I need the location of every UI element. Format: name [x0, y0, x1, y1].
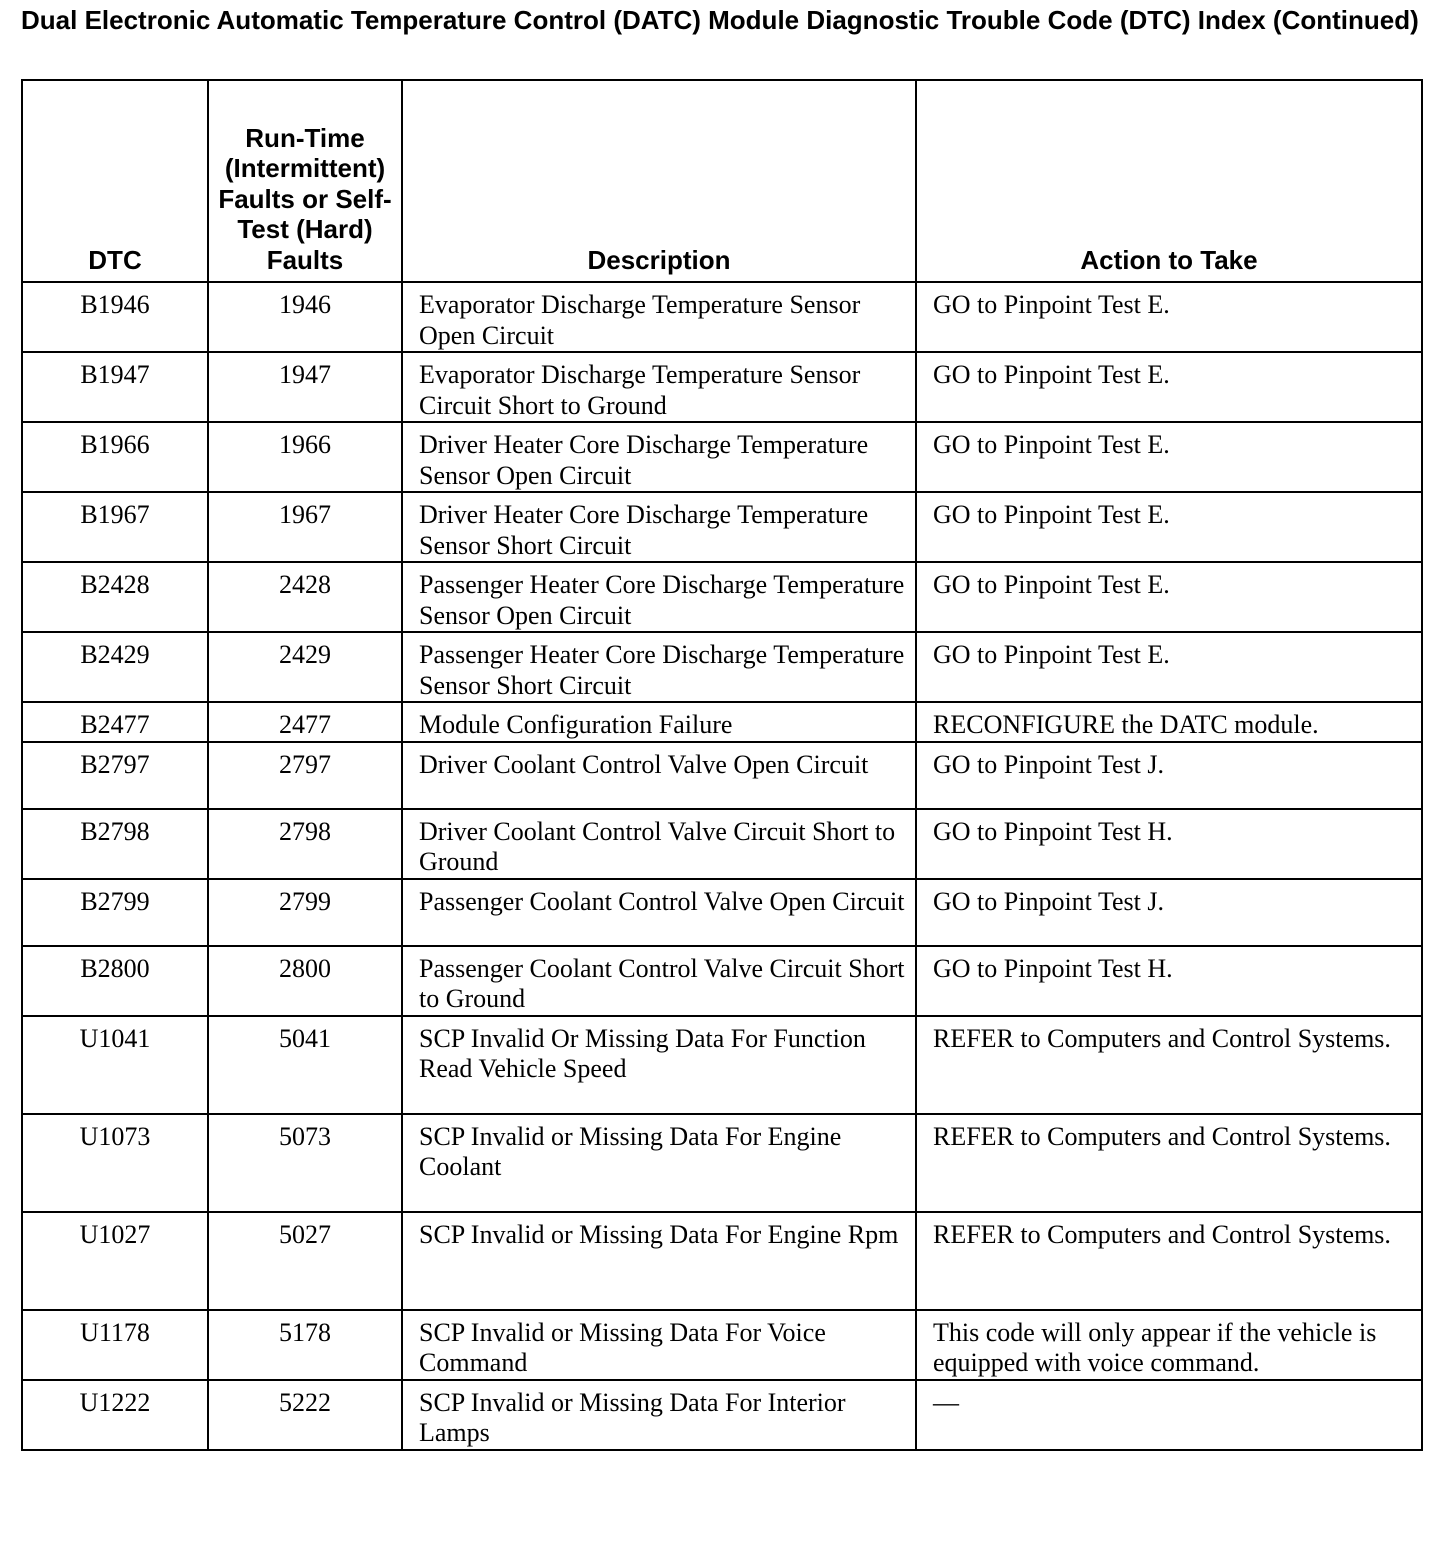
- table-row: [22, 946, 1422, 1016]
- action-cell: GO to Pinpoint Test H.: [916, 809, 1422, 879]
- description-cell: Driver Heater Core Discharge Temperature Sensor Open Circuit: [402, 422, 916, 492]
- action-cell: GO to Pinpoint Test E.: [916, 422, 1422, 492]
- action-cell: REFER to Computers and Control Systems.: [916, 1212, 1422, 1310]
- header-faults-label: Run-Time (Intermittent) Faults or Self-Test (Hard) Faults: [218, 122, 392, 275]
- action-cell: GO to Pinpoint Test E.: [916, 492, 1422, 562]
- dtc-cell: B2477: [22, 702, 208, 742]
- table-row: [22, 742, 1422, 809]
- table-row: [22, 1380, 1422, 1450]
- faults-cell: 2799: [208, 879, 402, 946]
- table-row: [22, 1310, 1422, 1380]
- header-description: Description: [402, 80, 916, 282]
- faults-cell: 2429: [208, 632, 402, 702]
- dtc-cell: B2428: [22, 562, 208, 632]
- faults-cell: 5178: [208, 1310, 402, 1380]
- description-cell: Evaporator Discharge Temperature Sensor Circuit Short to Ground: [402, 352, 916, 422]
- faults-cell: 2798: [208, 809, 402, 879]
- faults-cell: 1947: [208, 352, 402, 422]
- table-row: [22, 809, 1422, 879]
- action-cell: GO to Pinpoint Test E.: [916, 352, 1422, 422]
- table-row: [22, 352, 1422, 422]
- dtc-cell: U1222: [22, 1380, 208, 1450]
- description-cell: Passenger Heater Core Discharge Temperature Sensor Short Circuit: [402, 632, 916, 702]
- dtc-cell: B2797: [22, 742, 208, 809]
- description-cell: Driver Coolant Control Valve Circuit Short to Ground: [402, 809, 916, 879]
- table-row: [22, 562, 1422, 632]
- dtc-cell: B2800: [22, 946, 208, 1016]
- dtc-cell: B1967: [22, 492, 208, 562]
- dtc-cell: B2799: [22, 879, 208, 946]
- action-cell: This code will only appear if the vehicle is equipped with voice command.: [916, 1310, 1422, 1380]
- description-cell: Driver Heater Core Discharge Temperature Sensor Short Circuit: [402, 492, 916, 562]
- faults-cell: 1967: [208, 492, 402, 562]
- action-cell: GO to Pinpoint Test E.: [916, 632, 1422, 702]
- dtc-cell: B1947: [22, 352, 208, 422]
- faults-cell: 1946: [208, 282, 402, 352]
- header-action: Action to Take: [916, 80, 1422, 282]
- action-cell: REFER to Computers and Control Systems.: [916, 1114, 1422, 1212]
- header-faults: [208, 80, 402, 282]
- page-title: Dual Electronic Automatic Temperature Control (DATC) Module Diagnostic Trouble Code (DTC) Index (Continued): [21, 5, 1419, 35]
- description-cell: Passenger Heater Core Discharge Temperature Sensor Open Circuit: [402, 562, 916, 632]
- table-row: [22, 702, 1422, 742]
- dtc-cell: U1041: [22, 1016, 208, 1114]
- table-header-row: [22, 80, 1422, 282]
- description-cell: Module Configuration Failure: [402, 702, 916, 742]
- faults-cell: 5027: [208, 1212, 402, 1310]
- dtc-index-table: [21, 79, 1423, 1451]
- action-cell: GO to Pinpoint Test E.: [916, 562, 1422, 632]
- description-cell: Passenger Coolant Control Valve Circuit Short to Ground: [402, 946, 916, 1016]
- faults-cell: 5222: [208, 1380, 402, 1450]
- action-cell: GO to Pinpoint Test J.: [916, 742, 1422, 809]
- faults-cell: 2800: [208, 946, 402, 1016]
- description-cell: SCP Invalid or Missing Data For Engine Rpm: [402, 1212, 916, 1310]
- dtc-cell: B2798: [22, 809, 208, 879]
- action-cell: GO to Pinpoint Test J.: [916, 879, 1422, 946]
- table-row: [22, 1016, 1422, 1114]
- dtc-cell: B1966: [22, 422, 208, 492]
- faults-cell: 1966: [208, 422, 402, 492]
- dtc-cell: U1027: [22, 1212, 208, 1310]
- description-cell: Driver Coolant Control Valve Open Circuit: [402, 742, 916, 809]
- faults-cell: 2477: [208, 702, 402, 742]
- description-cell: SCP Invalid or Missing Data For Interior Lamps: [402, 1380, 916, 1450]
- table-row: [22, 632, 1422, 702]
- dtc-cell: B1946: [22, 282, 208, 352]
- faults-cell: 2797: [208, 742, 402, 809]
- description-cell: SCP Invalid Or Missing Data For Function Read Vehicle Speed: [402, 1016, 916, 1114]
- description-cell: Passenger Coolant Control Valve Open Circuit: [402, 879, 916, 946]
- dtc-cell: U1178: [22, 1310, 208, 1380]
- description-cell: Evaporator Discharge Temperature Sensor Open Circuit: [402, 282, 916, 352]
- action-cell: GO to Pinpoint Test H.: [916, 946, 1422, 1016]
- table-row: [22, 1114, 1422, 1212]
- table-row: [22, 492, 1422, 562]
- action-cell: GO to Pinpoint Test E.: [916, 282, 1422, 352]
- faults-cell: 5041: [208, 1016, 402, 1114]
- header-dtc: DTC: [22, 80, 208, 282]
- faults-cell: 5073: [208, 1114, 402, 1212]
- action-cell: RECONFIGURE the DATC module.: [916, 702, 1422, 742]
- action-cell: REFER to Computers and Control Systems.: [916, 1016, 1422, 1114]
- dtc-cell: B2429: [22, 632, 208, 702]
- description-cell: SCP Invalid or Missing Data For Engine Coolant: [402, 1114, 916, 1212]
- table-row: [22, 1212, 1422, 1310]
- table-row: [22, 282, 1422, 352]
- description-cell: SCP Invalid or Missing Data For Voice Command: [402, 1310, 916, 1380]
- dtc-cell: U1073: [22, 1114, 208, 1212]
- faults-cell: 2428: [208, 562, 402, 632]
- table-row: [22, 879, 1422, 946]
- action-cell: —: [916, 1380, 1422, 1450]
- table-row: [22, 422, 1422, 492]
